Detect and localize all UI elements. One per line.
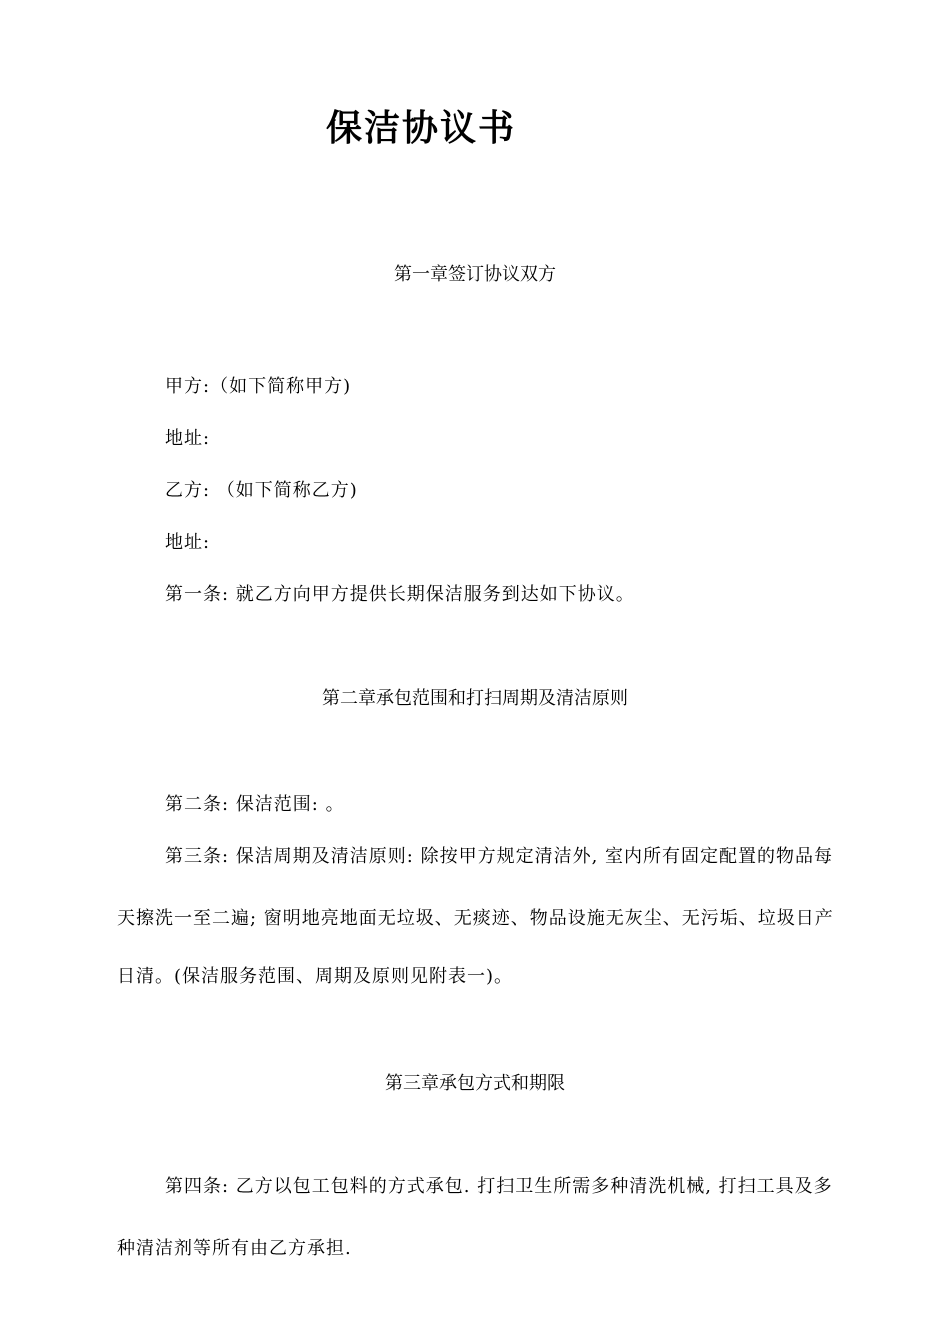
party-a-address-line: 地址: (165, 428, 211, 449)
party-a-line: 甲方:（如下简称甲方) (165, 376, 352, 397)
party-b-address-line: 地址: (165, 532, 211, 553)
document-title: 保洁协议书 (326, 108, 517, 149)
article-4-line-2: 种清洁剂等所有由乙方承担. (117, 1238, 352, 1259)
article-3-line-2: 天擦洗一至二遍; 窗明地亮地面无垃圾、无痰迹、物品设施无灰尘、无污垢、垃圾日产 (117, 908, 834, 929)
chapter-2-heading: 第二章承包范围和打扫周期及清洁原则 (322, 688, 628, 709)
chapter-1-heading: 第一章签订协议双方 (394, 264, 556, 285)
article-3-line-3: 日清。(保洁服务范围、周期及原则见附表一)。 (117, 966, 514, 987)
article-4-line-1: 第四条: 乙方以包工包料的方式承包. 打扫卫生所需多种清洗机械, 打扫工具及多 (165, 1176, 833, 1197)
party-b-line: 乙方: （如下简称乙方) (165, 480, 358, 501)
article-2-text: 第二条: 保洁范围: 。 (165, 794, 345, 815)
article-1-text: 第一条: 就乙方向甲方提供长期保洁服务到达如下协议。 (165, 584, 635, 605)
chapter-3-heading: 第三章承包方式和期限 (385, 1073, 565, 1094)
article-3-line-1: 第三条: 保洁周期及清洁原则: 除按甲方规定清洁外, 室内所有固定配置的物品每 (165, 846, 834, 867)
